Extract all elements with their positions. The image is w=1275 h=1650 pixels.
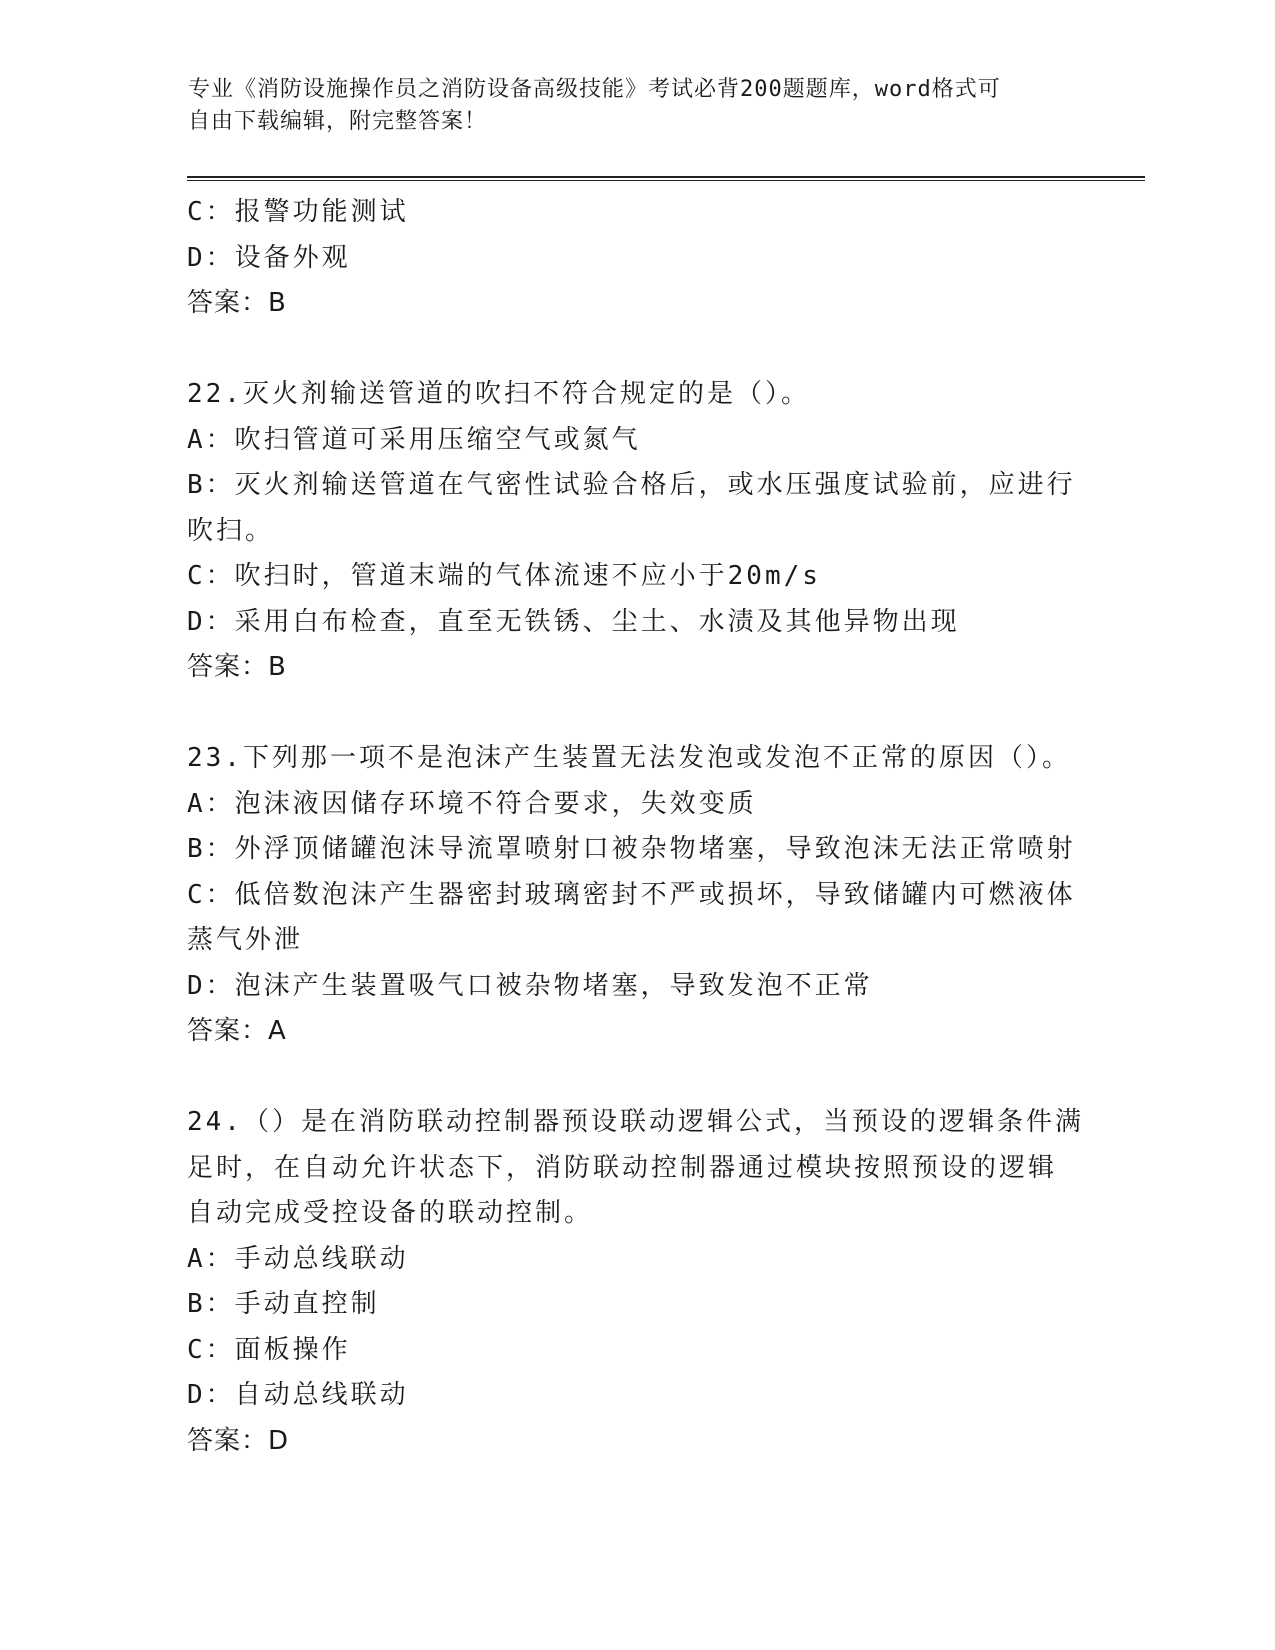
spacer — [187, 1055, 1087, 1101]
option-c: C：低倍数泡沫产生器密封玻璃密封不严或损坏，导致储罐内可燃液体 — [187, 879, 1076, 910]
question-22 — [187, 372, 1087, 691]
question-23 — [187, 736, 1087, 1055]
question-21-tail — [187, 190, 1087, 327]
option-c-continued: 蒸气外泄 — [187, 925, 304, 955]
option-d: D：设备外观 — [187, 242, 351, 273]
question-text: 24.（）是在消防联动控制器预设联动逻辑公式，当预设的逻辑条件满 — [187, 1107, 1084, 1137]
spacer — [187, 691, 1087, 737]
option-c: C：面板操作 — [187, 1334, 351, 1365]
question-text: 22.灭火剂输送管道的吹扫不符合规定的是（）。 — [187, 379, 810, 409]
question-content — [187, 190, 1087, 1464]
option-b: B：手动直控制 — [187, 1289, 380, 1319]
answer-line: 答案：D — [187, 1425, 290, 1456]
option-a: A：吹扫管道可采用压缩空气或氮气 — [187, 424, 641, 455]
option-d: D：采用白布检查，直至无铁锈、尘土、水渍及其他异物出现 — [187, 606, 960, 637]
header-line-2: 自由下载编辑，附完整答案！ — [188, 109, 488, 134]
option-b: B：灭火剂输送管道在气密性试验合格后，或水压强度试验前，应进行 — [187, 470, 1076, 500]
option-c: C：吹扫时，管道末端的气体流速不应小于20m/s — [187, 561, 821, 591]
answer-line: 答案：A — [187, 1016, 287, 1046]
question-text-continued: 足时，在自动允许状态下，消防联动控制器通过模块按照预设的逻辑 — [187, 1152, 1058, 1183]
option-c: C：报警功能测试 — [187, 197, 409, 227]
option-a: A：泡沫液因储存环境不符合要求，失效变质 — [187, 788, 757, 819]
option-b-continued: 吹扫。 — [187, 515, 275, 546]
option-b: B：外浮顶储罐泡沫导流罩喷射口被杂物堵塞，导致泡沫无法正常喷射 — [187, 834, 1076, 864]
spacer — [187, 327, 1087, 373]
option-d: D：自动总线联动 — [187, 1380, 409, 1410]
header-line-1: 专业《消防设施操作员之消防设备高级技能》考试必背200题题库，word格式可 — [188, 77, 1001, 102]
header-rule-thick — [187, 176, 1145, 178]
option-a: A：手动总线联动 — [187, 1243, 409, 1274]
question-text-continued: 自动完成受控设备的联动控制。 — [187, 1198, 594, 1228]
option-d: D：泡沫产生装置吸气口被杂物堵塞，导致发泡不正常 — [187, 970, 873, 1001]
answer-line: 答案：B — [187, 288, 287, 318]
page-header — [188, 74, 1068, 138]
question-24 — [187, 1100, 1087, 1464]
header-rule-thin — [187, 180, 1145, 181]
answer-line: 答案：B — [187, 652, 287, 682]
question-text: 23.下列那一项不是泡沫产生装置无法发泡或发泡不正常的原因（）。 — [187, 743, 1071, 773]
